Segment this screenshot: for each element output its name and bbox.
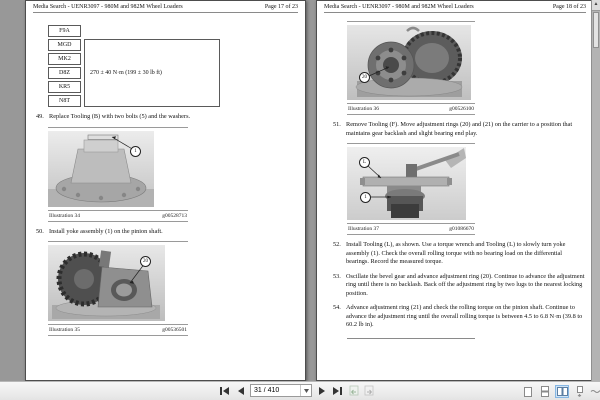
table-cell-code: MGD: [48, 39, 81, 51]
illustration-37-block: [347, 143, 475, 235]
page-number-combo[interactable]: [250, 384, 312, 397]
page-number-label: Page 17 of 23: [264, 4, 298, 10]
illustration-caption: [48, 210, 188, 222]
step-50: [36, 228, 297, 237]
table-cell-torque: 270 ± 40 N·m (199 ± 30 lb ft): [84, 39, 220, 107]
step-text: Install yoke assembly (1) on the pinion shaft.: [49, 227, 163, 235]
step-54: [333, 304, 585, 330]
continuous-view-button[interactable]: [538, 385, 552, 398]
step-52: [333, 241, 585, 267]
two-page-icon: [557, 387, 568, 396]
first-page-button[interactable]: [218, 384, 231, 397]
illustration-code: g01086670: [449, 226, 474, 232]
page-header: [33, 4, 298, 13]
callout-20: 20: [140, 256, 151, 267]
table-cell-code: N8T: [48, 95, 81, 107]
next-view-button[interactable]: [363, 384, 376, 397]
callout-1: 1: [130, 146, 141, 157]
callout-20: 20: [359, 72, 370, 83]
step-number: 52.: [333, 241, 341, 248]
illustration-36-block: [347, 21, 475, 115]
step-text: Advance adjustment ring (21) and check the rolling torque on the pinion shaft. Continue to advance the adjustment ring until the overall rolling torque is between 4.5 to 6.8 N·m (39.8 to 60.2 lb in).: [346, 304, 583, 328]
previous-view-icon: [348, 385, 359, 396]
step-text: Oscillate the bevel gear and advance adjustment ring (20). Continue to advance the adjustment ring until there is no backlash. Back off the adjustment ring by two lugs to the nearest locking position.: [346, 272, 585, 297]
step-number: 49.: [36, 113, 44, 120]
tooling-torque-table: [48, 25, 305, 107]
next-view-icon: [364, 385, 375, 396]
document-page-17: [25, 0, 306, 381]
document-page-18: [316, 0, 594, 381]
illustration-label: Illustration 37: [348, 226, 380, 232]
scroll-up-button[interactable]: ▲: [592, 0, 600, 11]
pinion-housing-photo: [48, 131, 154, 207]
next-page-icon: [319, 387, 325, 395]
single-page-icon: [524, 387, 532, 397]
illustration-code: g00528713: [162, 212, 187, 219]
table-cell-code: MK2: [48, 53, 81, 65]
illustration-label: Illustration 35: [49, 327, 81, 333]
illustration-caption: [347, 223, 475, 235]
illustration-code: g00526100: [449, 106, 474, 112]
illustration-36-photo: [347, 25, 471, 100]
step-number: 50.: [36, 227, 44, 235]
vertical-scrollbar[interactable]: [591, 0, 600, 381]
table-cell-code: KR5: [48, 81, 81, 93]
scrollbar-thumb[interactable]: [593, 12, 599, 48]
combo-dropdown-arrow-icon[interactable]: [300, 385, 311, 396]
step-text: Install Tooling (L), as shown. Use a torque wrench and Tooling (L) to slowly turn yoke assembly (1). Check the overall rolling torque with no bearing load on the differential bearings. Record the measured torque.: [346, 241, 566, 265]
two-page-continuous-view-button[interactable]: [572, 385, 586, 398]
step-number: 53.: [333, 272, 341, 280]
single-page-view-button[interactable]: [521, 385, 535, 398]
previous-page-button[interactable]: [234, 384, 247, 397]
illustration-34-photo: [48, 131, 154, 207]
step-number: 51.: [333, 121, 341, 128]
callout-L: L: [359, 157, 370, 168]
table-cell-code: D8Z: [48, 67, 81, 79]
step-text: Replace Tooling (B) with two bolts (5) and the washers.: [49, 113, 191, 120]
page-navigation-controls: [218, 384, 376, 397]
two-page-continuous-icon: [575, 386, 584, 397]
page-number-label: Page 18 of 23: [552, 4, 586, 10]
table-cell-code: F9A: [48, 25, 81, 37]
illustration-label: Illustration 36: [348, 106, 380, 112]
document-title: Media Search - UENR3097 - 980M and 982M Wheel Loaders: [324, 4, 474, 10]
page-display-controls: [521, 385, 597, 398]
step-51: [333, 121, 585, 138]
document-title: Media Search - UENR3097 - 980M and 982M Wheel Loaders: [33, 4, 183, 10]
illustration-35-photo: [48, 245, 165, 321]
illustration-caption: [48, 324, 188, 336]
previous-page-icon: [238, 387, 244, 395]
illustration-label: Illustration 34: [49, 212, 81, 219]
step-49: [36, 113, 297, 122]
differential-carrier-photo: [347, 25, 471, 100]
previous-view-button[interactable]: [347, 384, 360, 397]
first-page-icon: [220, 387, 229, 395]
clipped-toolbar-icon[interactable]: [589, 385, 600, 398]
illustration-35-block: [48, 241, 188, 336]
last-page-icon: [333, 387, 342, 395]
step-text: Remove Tooling (F). Move adjustment rings (20) and (21) on the carrier to a position that maintains gear backlash and slight bearing end play.: [346, 121, 573, 137]
step-53: [333, 273, 585, 299]
illustration-code: g00536501: [162, 327, 187, 333]
callout-1: 1: [360, 192, 371, 203]
continuous-pages-icon: [541, 386, 549, 397]
section-divider: [347, 338, 475, 339]
illustration-34-block: [48, 127, 188, 222]
two-page-view-button[interactable]: [555, 385, 569, 398]
step-number: 54.: [333, 304, 341, 311]
clipped-icon: [590, 387, 600, 396]
illustration-37-photo: [347, 147, 466, 220]
next-page-button[interactable]: [315, 384, 328, 397]
last-page-button[interactable]: [331, 384, 344, 397]
illustration-caption: [347, 103, 475, 115]
viewer-toolbar: [0, 381, 600, 400]
page-header: [324, 4, 586, 13]
page-number-input[interactable]: [251, 387, 300, 394]
